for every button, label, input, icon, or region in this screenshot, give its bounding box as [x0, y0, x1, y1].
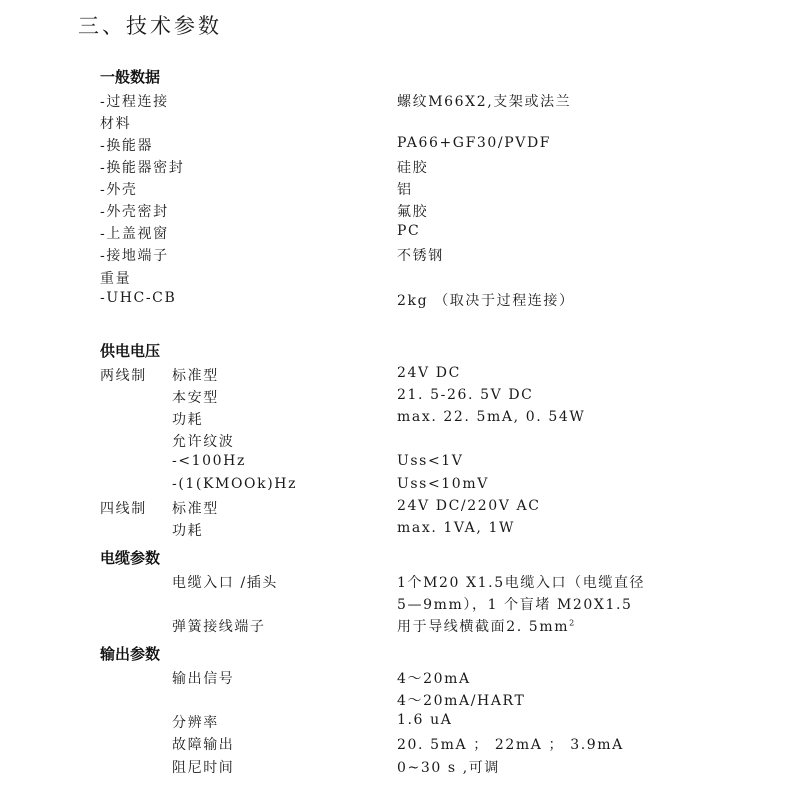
param-label: -换能器: [100, 138, 154, 154]
param-value: 硅胶: [397, 160, 429, 176]
param-label: 功耗: [172, 412, 204, 428]
param-value: 1.6 uA: [397, 712, 453, 728]
param-label: -上盖视窗: [100, 226, 169, 242]
param-label: 重量: [100, 271, 132, 287]
param-value: max. 1VA, 1W: [397, 520, 515, 536]
param-value: PA66+GF30/PVDF: [397, 135, 552, 151]
param-value: [397, 616, 576, 636]
section-heading-output: 输出参数: [100, 645, 161, 663]
param-label: 电缆入口 /插头: [172, 575, 278, 591]
param-label: 允许纹波: [172, 434, 235, 450]
param-value: 24V DC: [397, 365, 461, 381]
terminal-value-text: 用于导线横截面2. 5mm: [397, 619, 570, 635]
param-value: 4～20mA: [397, 671, 471, 687]
param-label: 输出信号: [172, 671, 235, 687]
param-value: 0~30 s ,可调: [397, 760, 500, 776]
section-heading-cable: 电缆参数: [100, 549, 161, 567]
param-value: 不锈钢: [397, 248, 444, 264]
param-label: 材料: [100, 116, 132, 132]
param-value: 4～20mA/HART: [397, 693, 526, 709]
param-label: 本安型: [172, 390, 219, 406]
param-value: 2kg （取决于过程连接）: [397, 293, 575, 309]
param-label: -换能器密封: [100, 160, 185, 176]
param-value: 21. 5-26. 5V DC: [397, 387, 534, 403]
param-value: 5—9mm），1 个盲堵 M20X1.5: [397, 597, 633, 613]
two-wire-label: 两线制: [100, 368, 147, 384]
param-label: -(1(KMOOk)Hz: [172, 476, 298, 492]
page-title: 三、技术参数: [78, 14, 222, 38]
param-label: 故障输出: [172, 737, 235, 753]
param-label: 标准型: [172, 368, 219, 384]
param-label: 标准型: [172, 501, 219, 517]
section-heading-general: 一般数据: [100, 68, 161, 86]
param-label: -外壳: [100, 182, 138, 198]
param-label: -过程连接: [100, 94, 169, 110]
param-value: 20. 5mA ； 22mA ； 3.9mA: [397, 737, 624, 753]
param-label: -UHC-CB: [100, 290, 177, 306]
param-value: PC: [397, 223, 421, 239]
param-value: 1个M20 X1.5电缆入口（电缆直径: [397, 575, 646, 591]
superscript: 2: [569, 618, 576, 628]
param-label: 阻尼时间: [172, 760, 235, 776]
param-value: 24V DC/220V AC: [397, 498, 541, 514]
param-label: 分辨率: [172, 715, 219, 731]
param-label: -接地端子: [100, 248, 169, 264]
param-value: max. 22. 5mA, 0. 54W: [397, 409, 586, 425]
param-label: -<100Hz: [172, 453, 246, 469]
param-label: 弹簧接线端子: [172, 619, 266, 635]
param-value: Uss<10mV: [397, 476, 489, 492]
param-value: 氟胶: [397, 204, 429, 220]
param-value: 螺纹M66X2,支架或法兰: [397, 94, 572, 110]
section-heading-power: 供电电压: [100, 342, 161, 360]
param-value: 铝: [397, 182, 413, 198]
four-wire-label: 四线制: [100, 501, 147, 517]
param-label: -外壳密封: [100, 204, 169, 220]
param-value: Uss<1V: [397, 453, 464, 469]
param-label: 功耗: [172, 523, 204, 539]
